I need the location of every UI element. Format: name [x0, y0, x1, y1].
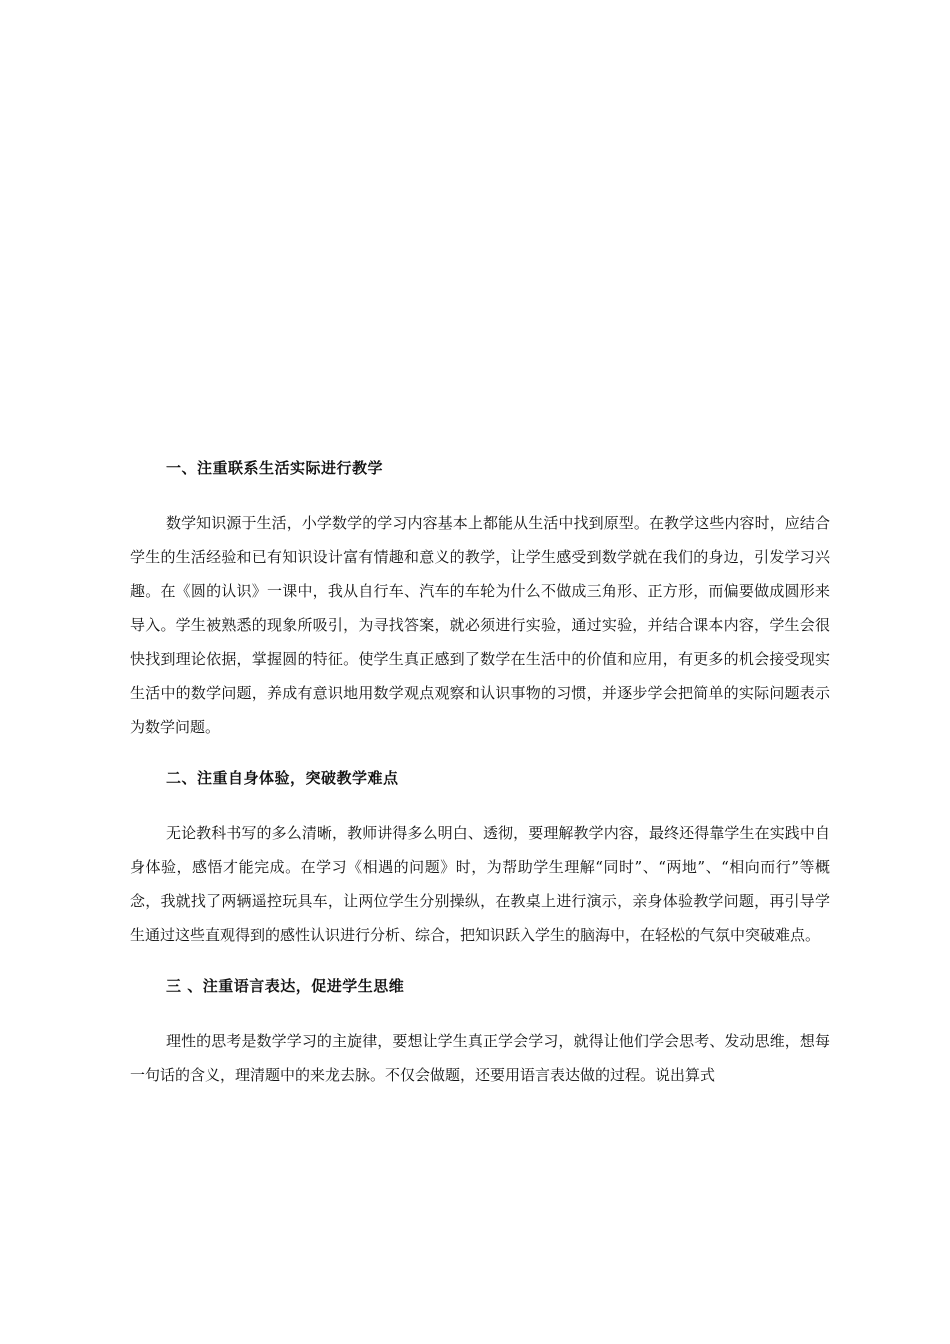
- section-heading: 一、注重联系生活实际进行教学: [166, 459, 384, 477]
- section-heading: 三 、注重语言表达，促进学生思维: [166, 977, 405, 995]
- section-paragraph: 数学知识源于生活，小学数学的学习内容基本上都能从生活中找到原型。在教学这些内容时，应结合学生的生活经验和已有知识设计富有情趣和意义的教学，让学生感受到数学就在我们的身边，引发学习兴趣。在《圆的认识》一课中，我从自行车、汽车的车轮为什么不做成三角形、正方形，而偏要做成圆形来导入。学生被熟悉的现象所吸引，为寻找答案，就必须进行实验，通过实验，并结合课本内容，学生会很快找到理论依据，掌握圆的特征。使学生真正感到了数学在生活中的价值和应用，有更多的机会接受现实生活中的数学问题，养成有意识地用数学观点观察和认识事物的习惯，并逐步学会把简单的实际问题表示为数学问题。: [130, 514, 830, 736]
- section-3: [130, 976, 830, 1092]
- section-paragraph: 理性的思考是数学学习的主旋律，要想让学生真正学会学习，就得让他们学会思考、发动思维，想每一句话的含义，理清题中的来龙去脉。不仅会做题，还要用语言表达做的过程。说出算式: [130, 1032, 830, 1084]
- section-paragraph: 无论教科书写的多么清晰，教师讲得多么明白、透彻，要理解教学内容，最终还得靠学生在实践中自身体验，感悟才能完成。在学习《相遇的问题》时，为帮助学生理解“同时”、“两地”、“相向而行”等概念，我就找了两辆遥控玩具车，让两位学生分别操纵，在教桌上进行演示，亲身体验教学问题，再引导学生通过这些直观得到的感性认识进行分析、综合，把知识跃入学生的脑海中，在轻松的气氛中突破难点。: [130, 824, 830, 944]
- section-1: [130, 458, 830, 744]
- section-heading: 二、注重自身体验，突破教学难点: [166, 769, 399, 787]
- section-2: [130, 768, 830, 952]
- document-body: [130, 458, 830, 1116]
